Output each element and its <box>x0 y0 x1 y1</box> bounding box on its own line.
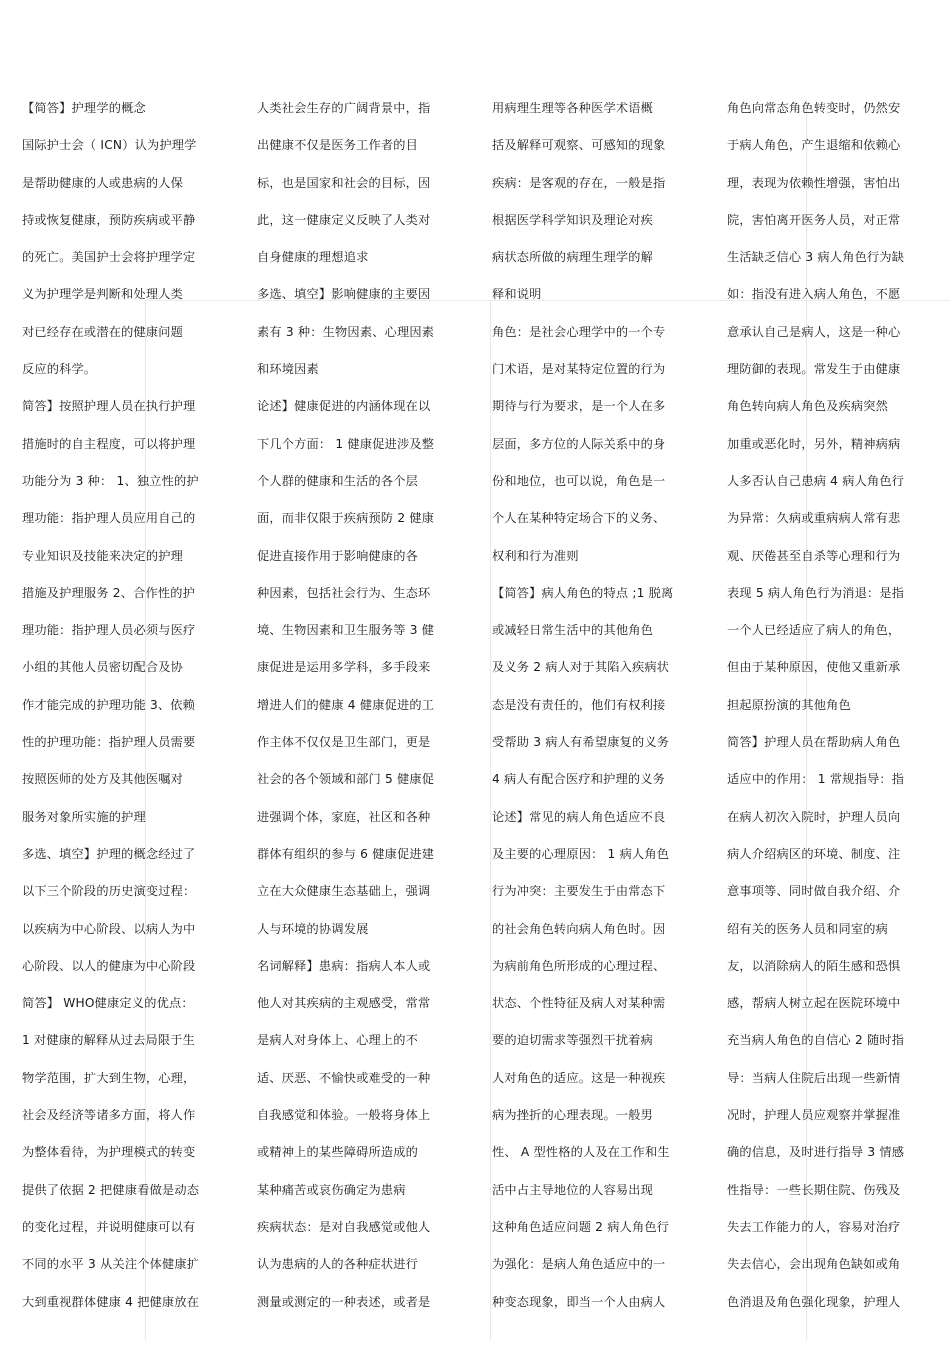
text-line: 角色：是社会心理学中的一个专 <box>492 324 666 339</box>
text-line: 论述】常见的病人角色适应不良 <box>492 809 666 824</box>
text-line: 简答】 WHO健康定义的优点： <box>22 996 194 1011</box>
text-line: 个人在某种特定场合下的义务、 <box>492 511 666 526</box>
text-line: 【简答】病人角色的特点 ;1 脱离 <box>492 585 674 600</box>
text-line: 为强化：是病人角色适应中的一 <box>492 1257 666 1272</box>
column-guide-line <box>490 300 491 1340</box>
text-line: 简答】护理人员在帮助病人角色 <box>727 735 901 750</box>
text-line: 境、生物因素和卫生服务等 3 健 <box>257 623 435 638</box>
text-line: 4 病人有配合医疗和护理的义务 <box>492 772 666 787</box>
text-line: 受帮助 3 病人有希望康复的义务 <box>492 735 670 750</box>
text-line: 用病理生理等各种医学术语概 <box>492 101 654 115</box>
text-line: 下几个方面： 1 健康促进涉及整 <box>257 436 435 451</box>
text-line: 他人对其疾病的主观感受，常常 <box>257 996 431 1011</box>
text-line: 多选、填空】护理的概念经过了 <box>22 846 196 861</box>
text-line: 行为冲突：主要发生于由常态下 <box>492 884 666 899</box>
text-line: 专业知识及技能来决定的护理 <box>22 548 184 563</box>
text-line: 性的护理功能：指护理人员需要 <box>22 735 196 750</box>
text-line: 持或恢复健康，预防疾病或平静 <box>22 212 196 227</box>
text-line: 生活缺乏信心 3 病人角色行为缺 <box>727 250 905 265</box>
text-line: 进强调个体，家庭，社区和各种 <box>257 809 431 824</box>
text-line: 态是没有责任的，他们有权利接 <box>492 697 666 712</box>
text-line: 角色向常态角色转变时，仍然安 <box>727 101 901 115</box>
text-line: 服务对象所实施的护理 <box>22 809 146 824</box>
text-line: 增进人们的健康 4 健康促进的工 <box>257 697 435 712</box>
text-line: 充当病人角色的自信心 2 随时指 <box>727 1033 905 1048</box>
text-line: 人对角色的适应。这是一种视疾 <box>492 1070 666 1085</box>
text-line: 性、 A 型性格的人及在工作和生 <box>492 1145 670 1160</box>
text-line: 但由于某种原因，使他又重新承 <box>727 660 901 675</box>
text-line: 种因素，包括社会行为、生态环 <box>257 585 431 600</box>
text-line: 为异常：久病或重病病人常有悲 <box>727 511 901 526</box>
text-line: 理功能：指护理人员必须与医疗 <box>22 623 196 638</box>
text-line: 不同的水平 3 从关注个体健康扩 <box>22 1257 200 1272</box>
text-line: 于病人角色，产生退缩和依赖心 <box>727 138 901 153</box>
text-line: 友，以消除病人的陌生感和恐惧 <box>727 958 901 973</box>
text-line: 1 对健康的解释从过去局限于生 <box>22 1033 196 1048</box>
text-line: 及主要的心理原因： 1 病人角色 <box>492 846 670 861</box>
text-line: 状态、个性特征及病人对某种需 <box>492 996 666 1011</box>
text-line: 期待与行为要求，是一个人在多 <box>492 399 666 414</box>
text-line: 对已经存在或潜在的健康问题 <box>22 324 184 339</box>
text-line: 是病人对身体上、心理上的不 <box>257 1033 419 1048</box>
text-line: 和环境因素 <box>257 362 319 377</box>
text-line: 及义务 2 病人对于其陷入疾病状 <box>492 660 670 675</box>
text-column-1 <box>22 94 199 1325</box>
text-line: 以下三个阶段的历史演变过程： <box>22 884 196 899</box>
text-line: 适应中的作用： 1 常规指导：指 <box>727 772 905 787</box>
text-line: 层面，多方位的人际关系中的身 <box>492 436 666 451</box>
text-line: 权利和行为准则 <box>492 548 579 563</box>
text-line: 多选、填空】影响健康的主要因 <box>257 287 431 302</box>
text-line: 某种痛苦或哀伤确定为患病 <box>257 1182 406 1197</box>
text-line: 【简答】护理学的概念 <box>22 101 146 115</box>
text-line: 的死亡。美国护士会将护理学定 <box>22 250 196 265</box>
text-line: 措施及护理服务 2、合作性的护 <box>22 585 196 600</box>
text-line: 失去信心，会出现角色缺如或角 <box>727 1257 901 1272</box>
text-line: 院，害怕离开医务人员，对正常 <box>727 212 901 227</box>
text-line: 以疾病为中心阶段、以病人为中 <box>22 921 196 936</box>
text-line: 立在大众健康生态基础上，强调 <box>257 884 431 899</box>
text-line: 心阶段、以人的健康为中心阶段 <box>22 958 196 973</box>
text-line: 名词解释】患病：指病人本人或 <box>257 958 431 973</box>
text-line: 表现 5 病人角色行为消退：是指 <box>727 585 905 600</box>
text-line: 社会及经济等诸多方面，将人作 <box>22 1108 196 1123</box>
text-line: 社会的各个领域和部门 5 健康促 <box>257 772 435 787</box>
text-line: 国际护士会（ ICN）认为护理学 <box>22 138 197 153</box>
text-line: 小组的其他人员密切配合及协 <box>22 660 184 675</box>
text-line: 导：当病人住院后出现一些新情 <box>727 1070 901 1085</box>
text-line: 失去工作能力的人，容易对治疗 <box>727 1219 901 1234</box>
text-line: 性指导：一些长期住院、伤残及 <box>727 1182 901 1197</box>
text-line: 意事项等、同时做自我介绍、介 <box>727 884 901 899</box>
text-column-3 <box>492 94 673 1325</box>
text-line: 确的信息，及时进行指导 3 情感 <box>727 1145 905 1160</box>
text-line: 理功能：指护理人员应用自己的 <box>22 511 196 526</box>
text-line: 释和说明 <box>492 287 542 302</box>
text-line: 标，也是国家和社会的目标，因 <box>257 175 431 190</box>
text-line: 反应的科学。 <box>22 362 97 377</box>
text-line: 绍有关的医务人员和同室的病 <box>727 921 889 936</box>
text-line: 种变态现象，即当一个人由病人 <box>492 1294 666 1309</box>
text-line: 人多否认自己患病 4 病人角色行 <box>727 473 905 488</box>
text-line: 在病人初次入院时，护理人员向 <box>727 809 901 824</box>
text-line: 或精神上的某些障碍所造成的 <box>257 1145 419 1160</box>
text-line: 的社会角色转向病人角色时。因 <box>492 921 666 936</box>
text-line: 功能分为 3 种： 1、独立性的护 <box>22 473 199 488</box>
text-line: 为病前角色所形成的心理过程、 <box>492 958 666 973</box>
text-line: 病为挫折的心理表现。一般男 <box>492 1108 654 1123</box>
text-line: 的变化过程，并说明健康可以有 <box>22 1219 196 1234</box>
text-line: 理防御的表现。常发生于由健康 <box>727 362 901 377</box>
text-line: 意承认自己是病人，这是一种心 <box>727 324 901 339</box>
text-line: 况时，护理人员应观察并掌握准 <box>727 1108 901 1123</box>
text-line: 面，而非仅限于疾病预防 2 健康 <box>257 511 435 526</box>
text-line: 人类社会生存的广阔背景中，指 <box>257 101 431 115</box>
text-line: 是帮助健康的人或患病的人保 <box>22 175 184 190</box>
text-line: 感，帮病人树立起在医院环境中 <box>727 996 901 1011</box>
text-line: 康促进是运用多学科，多手段来 <box>257 660 431 675</box>
text-line: 出健康不仅是医务工作者的目 <box>257 138 419 153</box>
text-line: 病状态所做的病理生理学的解 <box>492 250 654 265</box>
text-line: 人与环境的协调发展 <box>257 921 369 936</box>
text-line: 作主体不仅仅是卫生部门，更是 <box>257 735 431 750</box>
text-line: 门术语，是对某特定位置的行为 <box>492 362 666 377</box>
text-line: 论述】健康促进的内涵体现在以 <box>257 399 431 414</box>
text-line: 病人介绍病区的环境、制度、注 <box>727 846 901 861</box>
text-column-4 <box>727 94 904 1325</box>
text-line: 为整体看待，为护理模式的转变 <box>22 1145 196 1160</box>
text-line: 角色转向病人角色及疾病突然 <box>727 399 889 414</box>
text-line: 按照医师的处方及其他医嘱对 <box>22 772 184 787</box>
text-line: 认为患病的人的各种症状进行 <box>257 1257 419 1272</box>
text-line: 担起原扮演的其他角色 <box>727 697 851 712</box>
text-line: 疾病状态：是对自我感觉或他人 <box>257 1219 431 1234</box>
text-line: 或减轻日常生活中的其他角色 <box>492 623 654 638</box>
text-column-2 <box>257 94 434 1325</box>
text-line: 色消退及角色强化现象，护理人 <box>727 1294 901 1309</box>
text-line: 提供了依据 2 把健康看做是动态 <box>22 1182 200 1197</box>
text-line: 疾病：是客观的存在，一般是指 <box>492 175 666 190</box>
text-line: 作才能完成的护理功能 3、依赖 <box>22 697 196 712</box>
text-line: 此，这一健康定义反映了人类对 <box>257 212 431 227</box>
text-line: 简答】按照护理人员在执行护理 <box>22 399 196 414</box>
text-line: 促进直接作用于影响健康的各 <box>257 548 419 563</box>
text-line: 一个人已经适应了病人的角色， <box>727 623 901 638</box>
text-line: 素有 3 种：生物因素、心理因素 <box>257 324 435 339</box>
text-line: 义为护理学是判断和处理人类 <box>22 287 184 302</box>
text-line: 这种角色适应问题 2 病人角色行 <box>492 1219 670 1234</box>
text-line: 个人群的健康和生活的各个层 <box>257 473 419 488</box>
text-line: 加重或恶化时，另外，精神病病 <box>727 436 901 451</box>
text-line: 观、厌倦甚至自杀等心理和行为 <box>727 548 901 563</box>
text-line: 根据医学科学知识及理论对疾 <box>492 212 654 227</box>
text-line: 活中占主导地位的人容易出现 <box>492 1182 654 1197</box>
text-line: 群体有组织的参与 6 健康促进建 <box>257 846 435 861</box>
text-line: 理，表现为依赖性增强，害怕出 <box>727 175 901 190</box>
text-line: 自身健康的理想追求 <box>257 250 369 265</box>
text-line: 要的迫切需求等强烈干扰着病 <box>492 1033 654 1048</box>
text-line: 测量或测定的一种表述，或者是 <box>257 1294 431 1309</box>
text-line: 括及解释可观察、可感知的现象 <box>492 138 666 153</box>
text-line: 物学范围，扩大到生物，心理， <box>22 1070 196 1085</box>
text-line: 措施时的自主程度，可以将护理 <box>22 436 196 451</box>
text-line: 如：指没有进入病人角色，不愿 <box>727 287 901 302</box>
text-line: 自我感觉和体验。一般将身体上 <box>257 1108 431 1123</box>
text-line: 适、厌恶、不愉快或难受的一种 <box>257 1070 431 1085</box>
text-line: 份和地位，也可以说，角色是一 <box>492 473 666 488</box>
text-line: 大到重视群体健康 4 把健康放在 <box>22 1294 200 1309</box>
